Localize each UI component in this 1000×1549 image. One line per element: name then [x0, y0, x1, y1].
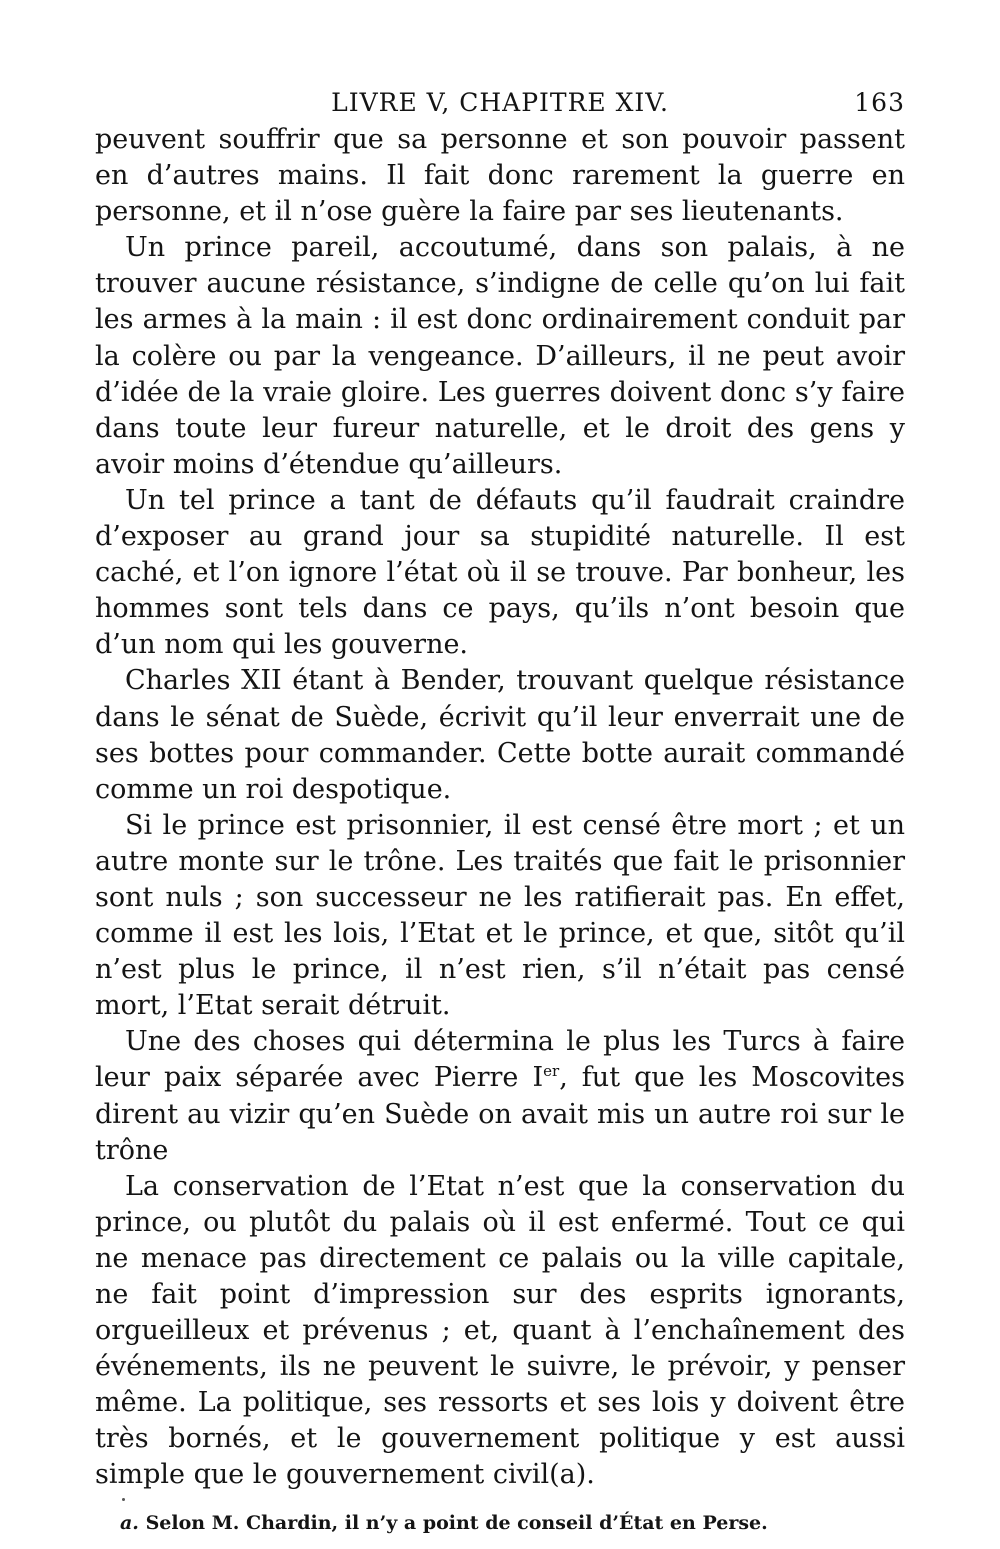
paragraph: Charles XII étant à Bender, trouvant quelque résistance dans le sénat de Suède, écrivit qu’il leur enverrait une de ses bottes pour commander. Cette botte aurait commandé comme un roi despotique. [95, 665, 905, 805]
footnote [120, 1510, 905, 1536]
paragraph-text: , fut que les Moscovites dirent au vizir qu’en Suède on avait mis un autre roi sur le trône [95, 1062, 905, 1166]
paragraph: peuvent souffrir que sa personne et son pouvoir passent en d’autres mains. Il fait donc rarement la guerre en personne, et il n’ose guère la faire par ses lieutenants. [95, 124, 905, 228]
page-number: 163 [854, 88, 905, 117]
body-text [95, 122, 905, 1494]
paragraph-text: La conservation de l’Etat n’est que la conservation du prince, ou plutôt du palais où il est enfermé. Tout ce qui ne menace pas directement ce palais ou la ville capitale, ne fait point d’impression sur des esprits ignorants, orgueilleux et prévenus ; et, quant à l’enchaînement des événements, ils ne peuvent le suivre, le prévoir, y penser même. La politique, ses ressorts et ses lois y doivent être très bornés, et le gouvernement politique y est aussi simple que le gouvernement civil [95, 1170, 905, 1491]
paragraph: Si le prince est prisonnier, il est censé être mort ; et un autre monte sur le trône. Les traités que fait le prisonnier sont nuls ; son successeur ne les ratifierait pas. En effet, comme il est les lois, l’Etat et le prince, et que, sitôt qu’il n’est plus le prince, il n’est rien, s’il n’était pas censé mort, l’Etat serait détruit. [95, 809, 905, 1022]
footnote-reference: (a). [549, 1459, 595, 1491]
book-page [95, 78, 905, 1536]
paragraph: Un prince pareil, accoutumé, dans son palais, à ne trouver aucune résistance, s’indigne de celle qu’on lui fait les armes à la main : il est donc ordinairement conduit par la colère ou par la vengeance. D’ailleurs, il ne peut avoir d’idée de la vraie gloire. Les guerres doivent donc s’y faire dans toute leur fureur naturelle, et le droit des gens y avoir moins d’étendue qu’ailleurs. [95, 232, 905, 480]
paragraph [95, 1169, 905, 1494]
running-title: LIVRE V, CHAPITRE XIV. [331, 88, 669, 117]
superscript: er [543, 1062, 560, 1081]
footnote-text: Selon M. Chardin, il n’y a point de conseil d’État en Perse. [145, 1511, 768, 1534]
paragraph: Un tel prince a tant de défauts qu’il faudrait craindre d’exposer au grand jour sa stupidité naturelle. Il est caché, et l’on ignore l’état où il se trouve. Par bonheur, les hommes sont tels dans ce pays, qu’ils n’ont besoin que d’un nom qui les gouverne. [95, 484, 905, 661]
paragraph-text: Une des choses qui détermina le plus les Turcs à faire leur paix séparée avec Pierre I [95, 1026, 905, 1094]
running-head [95, 78, 905, 122]
paragraph [95, 1024, 905, 1168]
footnote-mark: a. [120, 1511, 139, 1534]
print-speck [122, 1498, 125, 1501]
